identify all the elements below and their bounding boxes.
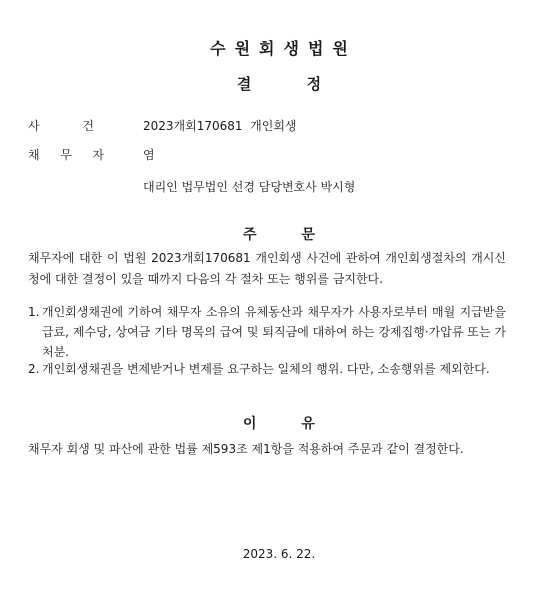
- court-name: 수원회생법원: [210, 39, 357, 58]
- order-item-number: 1.: [28, 305, 40, 319]
- attorney-line: 대리인 법무법인 선경 담당변호사 박시형: [143, 180, 356, 194]
- reason-text: 채무자 회생 및 파산에 관한 법률 제593조 제1항을 적용하여 주문과 같이 결정한다.: [28, 442, 464, 456]
- document-type: 결 정: [236, 75, 322, 93]
- debtor-name: 염: [143, 148, 155, 162]
- debtor-label-char: 채: [28, 148, 40, 162]
- order-item: [28, 302, 506, 362]
- order-intro: 채무자에 대한 이 법원 2023개회170681 개인회생 사건에 관하여 개인회생절차의 개시신청에 대한 결정이 있을 때까지 다음의 각 절차 또는 행위를 금지한다.: [28, 251, 506, 286]
- order-item: [28, 359, 506, 379]
- debtor-label-char: 자: [92, 148, 104, 162]
- order-item-text: 개인회생채권을 변제받거나 변제를 요구하는 일체의 행위. 다만, 소송행위를 제외한다.: [42, 362, 490, 376]
- debtor-label: [28, 146, 104, 163]
- case-label-char: 건: [82, 119, 94, 133]
- order-title: 주 문: [243, 227, 315, 243]
- case-label: [28, 117, 94, 134]
- decision-date: 2023. 6. 22.: [242, 547, 316, 561]
- case-label-char: 사: [28, 119, 40, 133]
- order-item-text: 개인회생채권에 기하여 채무자 소유의 유체동산과 채무자가 사용자로부터 매월 지급받을 급료, 제수당, 상여금 기타 명목의 급여 및 퇴직금에 대하여 하는 강제집행·가압류 또는 가처분.: [42, 305, 506, 359]
- debtor-label-char: 무: [60, 148, 72, 162]
- order-item-number: 2.: [28, 362, 40, 376]
- case-number: 2023개회170681 개인회생: [143, 119, 297, 133]
- reason-title: 이 유: [243, 416, 315, 432]
